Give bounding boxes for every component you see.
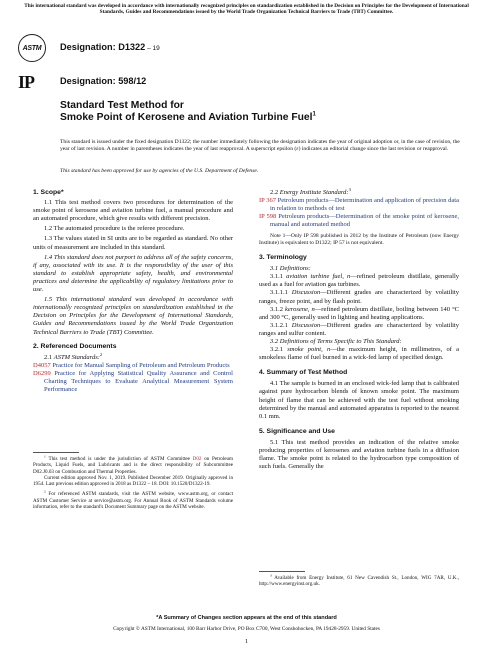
para-3-1-2: 3.1.2 kerosene, n—refined petroleum distillate, boiling between 140 °C and 300 °C, generally used in lighting and heating applications. xyxy=(259,305,459,321)
para-4-1: 4.1 The sample is burned in an enclosed wick-fed lamp that is calibrated against pure hydrocarbon blends of known smoke point. The maximum height of flame that can be achieved with the test fuel without smoking determined by the manual and automated apparatus is reported to the nearest 0.1 mm. xyxy=(259,380,459,420)
summary-of-changes-notice: *A Summary of Changes section appears at the end of this standard xyxy=(156,615,337,621)
astm-designation-year: – 19 xyxy=(145,45,160,52)
reference-ip367[interactable]: IP 367 Petroleum products—Determination and application of precision data in relation to methods of test xyxy=(259,197,459,213)
reference-d6299[interactable]: D6299 Practice for Applying Statistical Quality Assurance and Control Charting Techniques to Evaluate Analytical Measurement System Performance xyxy=(33,369,233,394)
document-title xyxy=(60,100,316,124)
reference-ip598[interactable]: IP 598 Petroleum products—Determination of the smoke point of kerosene, manual and automated method xyxy=(259,213,459,229)
para-5-1: 5.1 This test method provides an indication of the relative smoke producing properties of kerosenes and aviation turbine fuels in a diffusion flame. The smoke point is related to the hydrocarbon type composition of such fuels. Generally the xyxy=(259,438,459,471)
para-1-3: 1.3 The values stated in SI units are to be regarded as standard. No other units of measurement are included in this standard. xyxy=(33,235,233,251)
reference-code-d4057[interactable]: D4057 xyxy=(33,361,51,369)
title-line-1: Standard Test Method for xyxy=(60,100,184,111)
para-3-2: 3.2 Definitions of Terms Specific to This Standard: xyxy=(270,338,402,345)
para-1-1: 1.1 This test method covers two procedures for determination of the smoke point of kerosene and aviation turbine fuel, a manual procedure and an automated procedure, which give results with different precision. xyxy=(33,199,233,223)
left-column xyxy=(33,189,233,394)
para-1-4: 1.4 This standard does not purport to address all of the safety concerns, if any, associated with its use. It is the responsibility of the user of this standard to establish appropriate safety, health, and environmental practices and determine the applicability of regulatory limitations prior to use. xyxy=(33,253,233,294)
section-scope-heading: 1. Scope* xyxy=(33,189,64,196)
note-1: Note 1—Only IP 598 published in 2012 by the Institute of Petroleum (now Energy Institute) is equivalent to D1322; IP 57 is not equivalent. xyxy=(259,233,459,247)
footnote-rule-right xyxy=(259,571,305,572)
reference-code-d6299[interactable]: D6299 xyxy=(33,369,51,377)
left-footnotes xyxy=(33,456,233,510)
right-column xyxy=(259,186,460,471)
footnote-3: $^3$ Available from Energy Institute, 61 New Cavendish St., London, WIG 7AR, U.K., http://www.energyinst.org.uk. xyxy=(259,573,459,588)
committee-d02-link[interactable]: D02 xyxy=(192,456,202,462)
para-3-1-2-1: 3.1.2.1 Discussion—Different grades are characterized by volatility ranges and sulfur content. xyxy=(259,321,459,337)
tbt-banner: This international standard was developed in accordance with internationally recognized principles on standardization established in the Decision on Principles for the Development of International Standards, Guides and Recommendations issued by the World Trade Organization Technical Barriers to Trade (TBT) Committee. xyxy=(24,3,469,16)
astm-logo xyxy=(18,34,46,62)
section-summary-heading: 4. Summary of Test Method xyxy=(259,369,348,377)
section-significance-heading: 5. Significance and Use xyxy=(259,427,335,435)
footnote-1-edition: Current edition approved Nov. 1, 2019. Published December 2019. Originally approved in 1954. Last previous edition approved in 2018 as D1322 – 18. DOI: 10.1520/D1322-19. xyxy=(33,474,233,488)
issuance-note: This standard is issued under the fixed designation D1322; the number immediately following the designation indicates the year of original adoption or, in the case of revision, the year of last revision. A number in parentheses indicates the year of last reapproval. A superscript epsilon (ε) indicates an editorial change since the last revision or reapproval. xyxy=(60,139,460,152)
reference-code-ip598[interactable]: IP 598 xyxy=(259,213,277,221)
reference-d4057[interactable]: D4057 Practice for Manual Sampling of Petroleum and Petroleum Products xyxy=(33,361,230,369)
para-3-1-1-1: 3.1.1.1 Discussion—Different grades are characterized by volatility ranges, freeze point, and by flash point. xyxy=(259,289,459,305)
title-footnote-mark: 1 xyxy=(312,111,316,118)
para-3-1: 3.1 Definitions: xyxy=(270,265,311,273)
para-2-1: 2.1 ASTM Standards:$^2$ xyxy=(44,351,103,361)
para-1-5: 1.5 This international standard was developed in accordance with internationally recognized principles on standardization established in the Decision on Principles for the Development of International Standards, Guides and Recommendations issued by the World Trade Organization Technical Barriers to Trade (TBT) Committee. xyxy=(33,296,233,336)
right-footnotes xyxy=(259,575,459,588)
footnote-1: $^1$ This test method is under the jurisdiction of ASTM Committee D02 on Petroleum Products, Liquid Fuels, and Lubricants and is the direct responsibility of Subcommittee D02.J0.03 on Combustion and Thermal Properties. xyxy=(33,454,233,475)
section-referenced-docs-heading: 2. Referenced Documents xyxy=(33,342,117,350)
para-3-1-1: 3.1.1 aviation turbine fuel, n—refined petroleum distillate, generally used as a fuel for aviation gas turbines. xyxy=(259,273,460,289)
para-2-2: 2.2 Energy Institute Standard:$^3$ xyxy=(270,186,351,196)
ip-designation: Designation: 598/12 xyxy=(60,76,147,86)
section-terminology-heading: 3. Terminology xyxy=(259,254,307,262)
astm-designation-label: Designation: D1322 xyxy=(60,42,146,52)
page-number: 1 xyxy=(244,638,249,645)
para-3-2-1: 3.2.1 smoke point, n—the maximum height, in millimetres, of a smokeless flame of fuel burned in a wick-fed lamp of specified design. xyxy=(259,346,459,362)
astm-logo-text: ASTM xyxy=(22,44,42,52)
reference-code-ip367[interactable]: IP 367 xyxy=(259,197,276,205)
copyright-line: Copyright © ASTM International, 100 Barr Harbor Drive, PO Box C700, West Conshohocken, PA 19428-2959. United States xyxy=(113,626,380,632)
dod-approval-note: This standard has been approved for use by agencies of the U.S. Department of Defense. xyxy=(60,168,259,174)
para-1-2: 1.2 The automated procedure is the referee procedure. xyxy=(44,225,185,233)
footnote-rule-left xyxy=(33,452,79,453)
footnote-2: $^2$ For referenced ASTM standards, visit the ASTM website, www.astm.org, or contact ASTM Customer Service at service@astm.org. For Annual Book of ASTM Standards volume information, refer to the standard's Document Summary page on the ASTM website. xyxy=(33,489,233,511)
ip-logo: IP xyxy=(18,72,34,92)
astm-designation xyxy=(60,42,160,52)
title-line-2: Smoke Point of Kerosene and Aviation Turbine Fuel xyxy=(60,112,313,123)
